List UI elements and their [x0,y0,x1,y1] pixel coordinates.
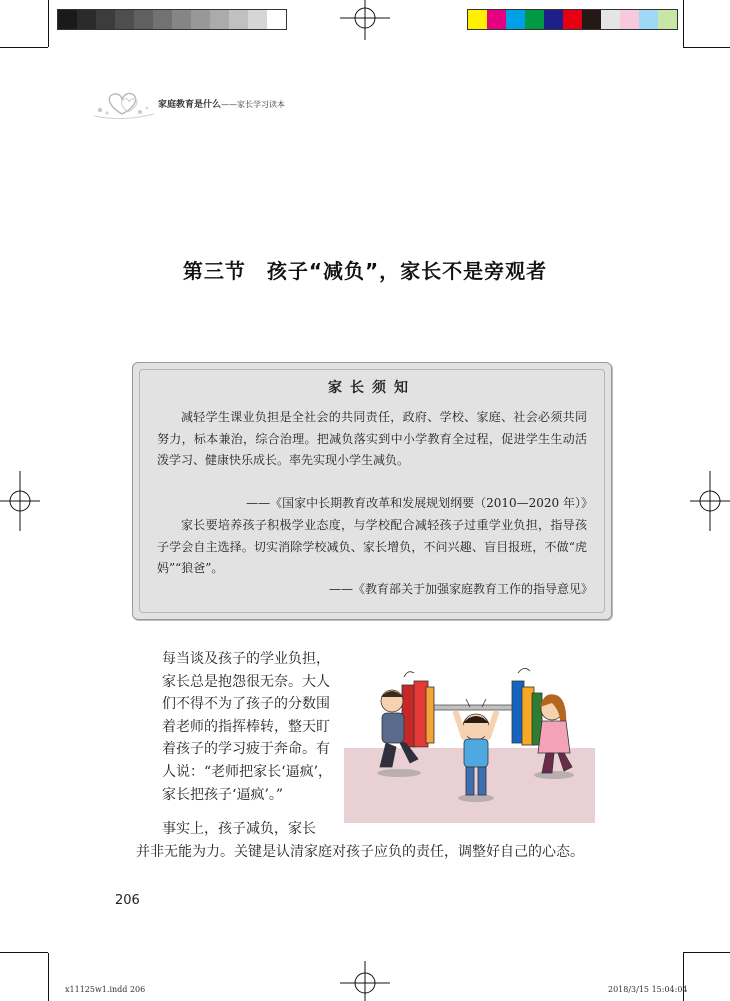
body-paragraph-1-text: 每当谈及孩子的学业负担，家长总是抱怨很无奈。大人们不得不为了孩子的分数围着老师的指挥棒转，整天盯着孩子的学习疲于奔命。有人说：“老师把家长‘逼疯’，家长把孩子‘逼疯’。” [162,651,333,803]
gray-swatch [58,10,77,29]
color-swatch [582,10,601,29]
gray-swatch [96,10,115,29]
running-header [92,88,312,124]
gray-swatch [229,10,248,29]
notice-title: 家长须知 [328,380,416,396]
gray-swatch [191,10,210,29]
parents-lifting-books-illustration [344,663,595,823]
color-swatch [658,10,677,29]
header-title [158,97,285,110]
registration-mark-left [0,471,40,531]
gray-swatch [172,10,191,29]
notice-paragraph-2: 家长要培养孩子积极学业态度，与学校配合减轻孩子过重学业负担，指导孩子学会自主选择。切实消除学校减负、家长增负，不问兴趣、盲目报班，不做“虎妈”“狼爸”。 [157,518,587,575]
gray-swatch [267,10,286,29]
section-title: 第三节 孩子“减负”，家长不是旁观者 [182,259,548,283]
body-paragraph-1 [162,648,342,806]
gray-swatch [134,10,153,29]
color-swatch [468,10,487,29]
color-swatch [487,10,506,29]
header-book-title: 家庭教育是什么 [158,100,222,110]
color-calibration-bar [467,9,678,30]
grayscale-calibration-bar [57,9,287,30]
header-book-subtitle: ——家长学习读本 [221,100,286,109]
color-swatch [620,10,639,29]
notice-source-1: ——《国家中长期教育改革和发展规划纲要（2010—2020 年）》 [246,496,593,510]
color-swatch [506,10,525,29]
color-swatch [563,10,582,29]
gray-swatch [248,10,267,29]
registration-mark-bottom [340,961,390,1001]
gray-swatch [115,10,134,29]
color-swatch [525,10,544,29]
parent-notice-box [132,362,612,620]
color-swatch [544,10,563,29]
notice-paragraph-1: 减轻学生课业负担是全社会的共同责任，政府、学校、家庭、社会必须共同努力，标本兼治，综合治理。把减负落实到中小学教育全过程，促进学生生动活泼学习、健康快乐成长。率先实现小学生减负。 [157,410,587,467]
footer-date-slug: 2018/3/15 15:04:04 [608,985,688,994]
registration-mark-top [340,0,390,40]
color-swatch [601,10,620,29]
gray-swatch [153,10,172,29]
gray-swatch [210,10,229,29]
footer-file-slug: x11125w1.indd 206 [65,985,146,994]
heart-decoration-icon [92,88,156,122]
page-number: 206 [115,893,140,908]
registration-mark-right [690,471,730,531]
gray-swatch [77,10,96,29]
body-paragraph-2-line-1: 事实上，孩子减负，家长 [162,821,316,837]
color-swatch [639,10,658,29]
body-paragraph-2-line-2: 并非无能为力。关键是认清家庭对孩子应负的责任，调整好自己的心态。 [136,844,584,860]
notice-source-2: ——《教育部关于加强家庭教育工作的指导意见》 [328,582,593,596]
